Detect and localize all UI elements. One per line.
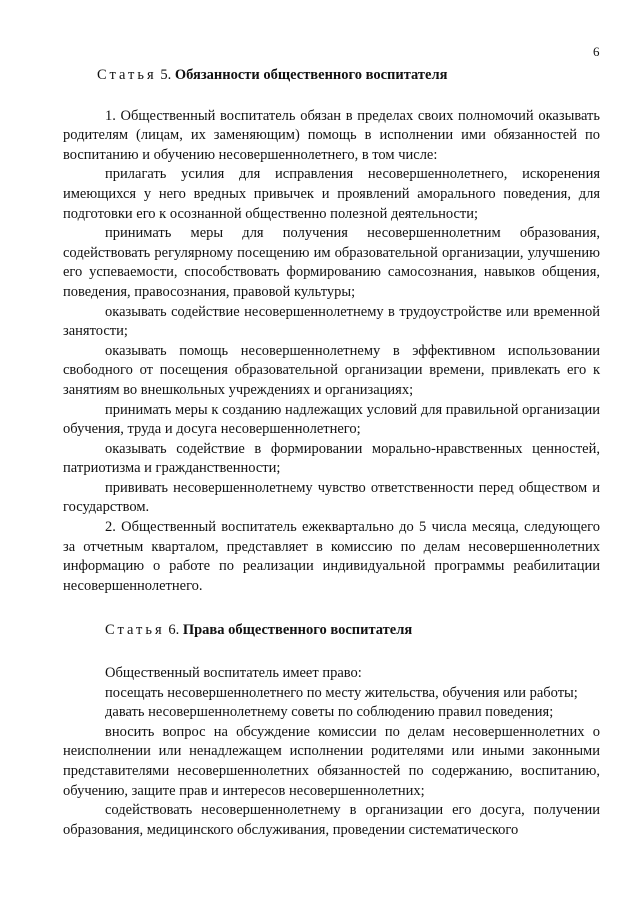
article-word: Статья xyxy=(97,67,157,83)
article-5-heading xyxy=(63,66,600,86)
paragraph: оказывать помощь несовершеннолетнему в эффективном использовании свободного от посещения образовательной организации времени, привлекать его к занятиям во внешкольных учреждениях и организациях; xyxy=(63,342,600,398)
article-number: 5. xyxy=(160,67,172,83)
paragraph: прививать несовершеннолетнему чувство ответственности перед обществом и государством. xyxy=(63,479,600,516)
article-title: Права общественного воспитателя xyxy=(182,622,413,639)
paragraph: принимать меры для получения несовершеннолетним образования, содействовать регулярному посещению им образовательной организации, улучшению его успеваемости, способствовать формированию самосознания, навыков общения, поведения, правосознания, правовой культуры; xyxy=(63,225,600,300)
article-6-heading xyxy=(63,621,600,641)
paragraph: посещать несовершеннолетнего по месту жительства, обучения или работы; xyxy=(105,684,578,701)
page-number: 6 xyxy=(593,44,600,59)
document-body xyxy=(63,66,600,840)
paragraph: Общественный воспитатель имеет право: xyxy=(105,665,362,682)
paragraph: 1. Общественный воспитатель обязан в пределах своих полномочий оказывать родителям (лицам, их заменяющим) помощь в исполнении ими обязанностей по воспитанию и обучению несовершеннолетнего, в том числе: xyxy=(63,107,600,163)
article-number: 6. xyxy=(168,622,180,639)
paragraph: содействовать несовершеннолетнему в организации его досуга, получении образования, медицинского обслуживания, проведении систематического xyxy=(63,802,600,838)
paragraph: давать несовершеннолетнему советы по соблюдению правил поведения; xyxy=(105,704,554,721)
article-word: Статья xyxy=(105,622,165,639)
article-title: Обязанности общественного воспитателя xyxy=(174,67,448,83)
paragraph: принимать меры к созданию надлежащих условий для правильной организации обучения, труда и досуга несовершеннолетнего; xyxy=(63,401,600,438)
paragraph: оказывать содействие в формировании морально-нравственных ценностей, патриотизма и гражданственности; xyxy=(63,440,600,477)
paragraph: оказывать содействие несовершеннолетнему в трудоустройстве или временной занятости; xyxy=(63,303,600,340)
paragraph: 2. Общественный воспитатель ежеквартально до 5 числа месяца, следующего за отчетным кварталом, представляет в комиссию по делам несовершеннолетних информацию о работе по реализации индивидуальной программы реабилитации несовершеннолетнего. xyxy=(63,519,600,594)
paragraph: вносить вопрос на обсуждение комиссии по делам несовершеннолетних о неисполнении или ненадлежащем исполнении родителями или иными законными представителями несовершеннолетних обязанностей по содержанию, воспитанию, обучению, защите прав и интересов несовершеннолетних; xyxy=(63,723,600,799)
paragraph: прилагать усилия для исправления несовершеннолетнего, искоренения имеющихся у него вредных привычек и проявлений аморального поведения, для подготовки его к осознанной общественно полезной деятельности; xyxy=(63,166,600,222)
